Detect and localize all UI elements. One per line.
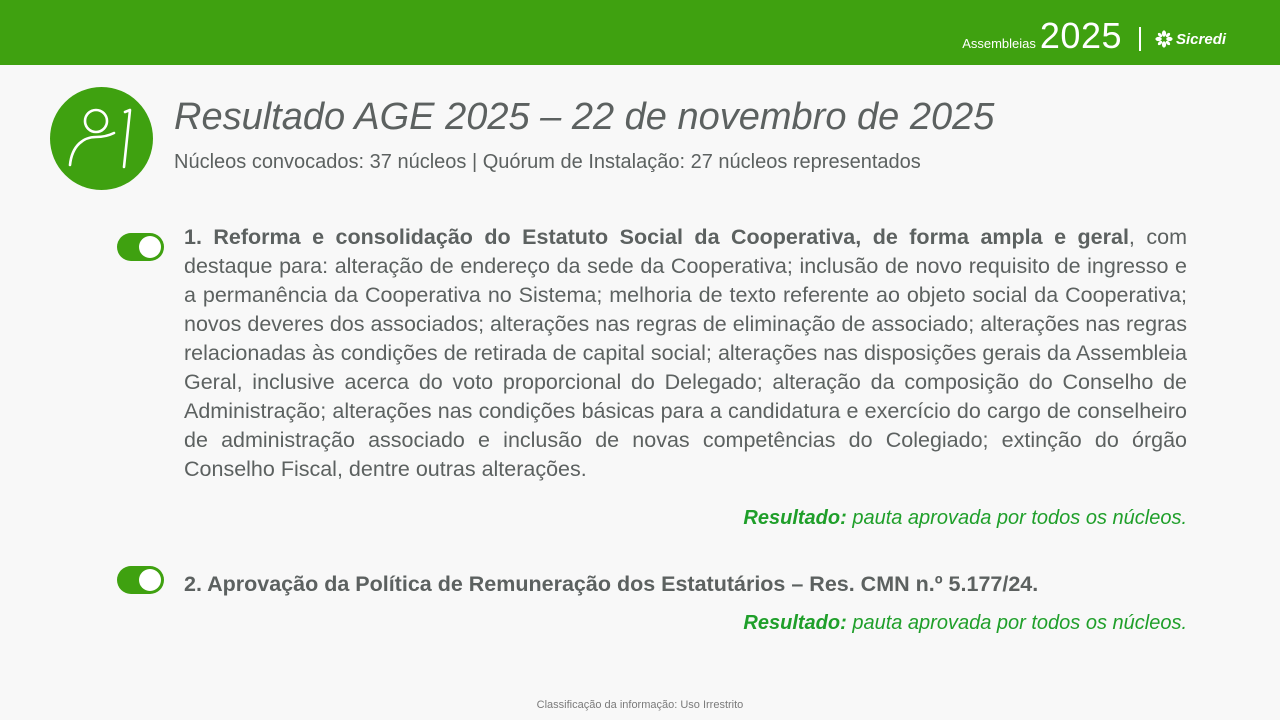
result-item-1 [743,507,1187,530]
sicredi-logo-mark-icon [1155,30,1173,48]
event-label: Assembleias [962,36,1036,51]
toggle-knob [139,569,161,591]
raised-hand-person-icon [50,87,153,190]
result-text: pauta aprovada por todos os núcleos. [846,612,1187,634]
event-year: 2025 [1039,15,1122,56]
agenda-item-1-body: , com destaque para: alteração de endereço da sede da Cooperativa; inclusão de novo requisito de ingresso e a permanência da Cooperativa no Sistema; melhoria de texto referente ao objeto social da Cooperativa; novos deveres dos associados; alterações nas regras de eliminação de associado; alterações nas regras relacionadas às condições de retirada de capital social; alterações nas disposições gerais da Assembleia Geral, inclusive acerca do voto proporcional do Delegado; alteração da composição do Conselho de Administração; alterações nas condições básicas para a candidatura e exercício do cargo de conselheiro de administração associado e inclusão de novas competências do Colegiado; extinção do órgão Conselho Fiscal, dentre outras alterações. [184,225,1187,481]
agenda-item-2-heading: 2. Aprovação da Política de Remuneração dos Estatutários – Res. CMN n.º 5.177/24. [184,572,1039,596]
page-subtitle: Núcleos convocados: 37 núcleos | Quórum de Instalação: 27 núcleos representados [174,151,921,173]
brand-divider [1139,27,1141,51]
header-bar [0,0,1280,65]
toggle-knob [139,236,161,258]
brand-name: Sicredi [1176,30,1227,48]
agenda-item-1 [184,223,1187,484]
toggle-item-1[interactable] [117,233,164,261]
toggle-item-2[interactable] [117,566,164,594]
page-title: Resultado AGE 2025 – 22 de novembro de 2025 [174,96,995,138]
result-label: Resultado: [743,612,847,634]
footer-classification: Classificação da informação: Uso Irrestrito [536,699,744,711]
result-label: Resultado: [743,507,847,529]
result-item-2 [743,612,1187,635]
sicredi-logo [1155,30,1226,48]
agenda-item-1-heading: 1. Reforma e consolidação do Estatuto Social da Cooperativa, de forma ampla e geral [184,225,1129,249]
event-brand [962,15,1122,56]
agenda-item-2 [184,570,1187,599]
result-text: pauta aprovada por todos os núcleos. [846,507,1187,529]
